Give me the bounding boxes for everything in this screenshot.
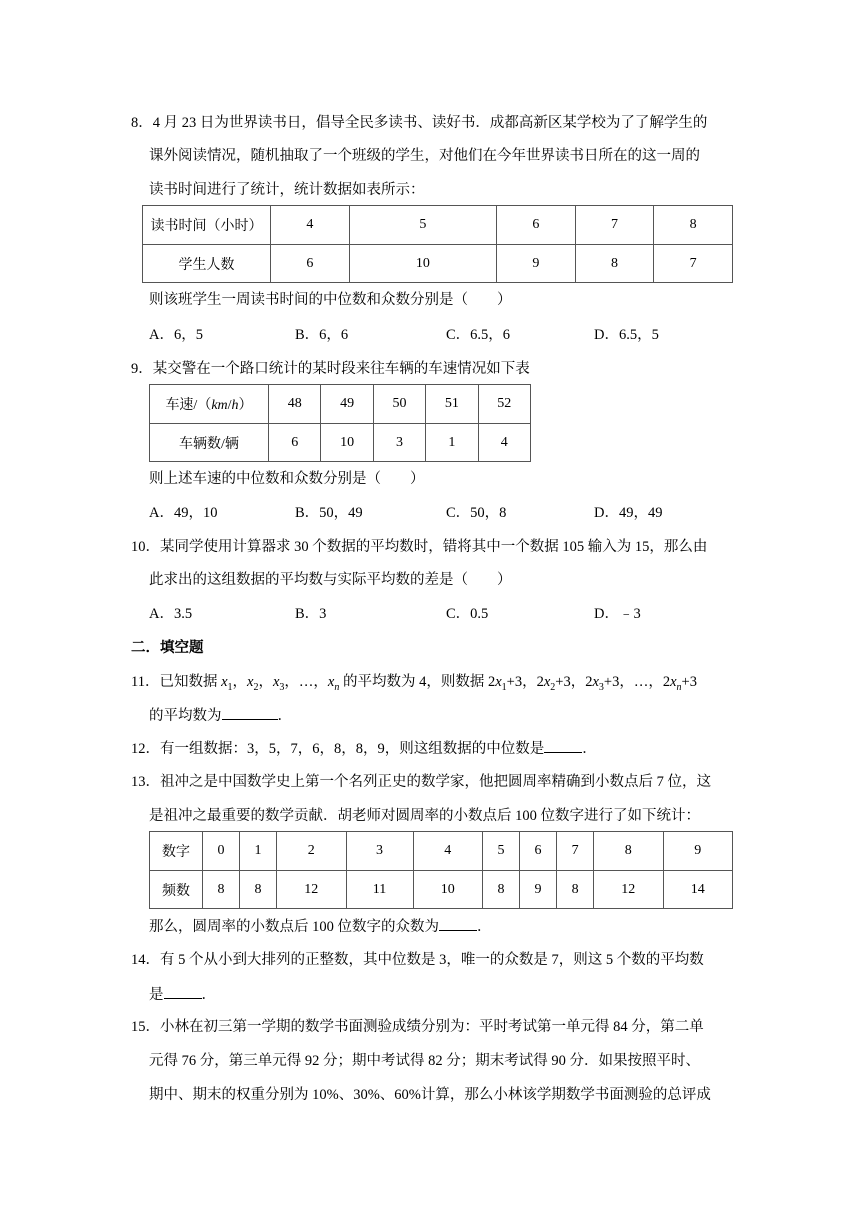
q13-table-cell: 8 xyxy=(594,832,663,871)
q11-end: ． xyxy=(277,708,292,724)
q8-table-cell: 9 xyxy=(497,245,576,283)
q13-table-header-cell: 数字 xyxy=(150,832,203,871)
q9-table-cell: 52 xyxy=(478,385,530,424)
q13-table-cell: 7 xyxy=(557,832,594,871)
q14-end: ． xyxy=(201,987,216,1003)
q8-table-cell: 6 xyxy=(497,206,576,245)
q13-line-2: 是祖冲之最重要的数学贡献．胡老师对圆周率的小数点后 100 位数字进行了如下统计： xyxy=(149,808,700,824)
q13-table-header-cell: 频数 xyxy=(150,871,203,909)
q14-line-1: 14．有 5 个从小到大排列的正整数，其中位数是 3，唯一的众数是 7，则这 5 个数的平均数 xyxy=(131,952,704,968)
q9-option-a[interactable]: A．49，10 xyxy=(149,505,218,521)
q15-line-1: 15．小林在初三第一学期的数学书面测验成绩分别为：平时考试第一单元得 84 分，第二单 xyxy=(131,1019,704,1035)
q8-table xyxy=(142,205,733,283)
q13-table-cell: 3 xyxy=(346,832,413,871)
q13-text: 那么，圆周率的小数点后 100 位数字的众数为 xyxy=(149,919,439,935)
q8-option-c[interactable]: C．6.5，6 xyxy=(446,327,511,343)
q10-line-1: 10．某同学使用计算器求 30 个数据的平均数时，错将其中一个数据 105 输入为 15，那么由 xyxy=(131,539,708,555)
q8-option-a[interactable]: A．6，5 xyxy=(149,327,203,343)
q8-table-cell: 4 xyxy=(271,206,350,245)
q8-table-cell: 5 xyxy=(349,206,496,245)
q9-table-header-cell: 车速/（km/h） xyxy=(150,385,269,424)
q9-table-cell: 3 xyxy=(373,424,425,462)
q8-table-cell: 7 xyxy=(654,245,733,283)
q8-table-cell: 8 xyxy=(575,245,654,283)
q8-table-header-cell: 读书时间（小时） xyxy=(143,206,271,245)
q8-line-3: 读书时间进行了统计，统计数据如表所示： xyxy=(149,182,425,198)
q13-answer-blank[interactable] xyxy=(439,916,477,931)
q14-text: 是 xyxy=(149,987,164,1003)
q13-table-cell: 12 xyxy=(594,871,663,909)
q9-table-cell: 51 xyxy=(426,385,478,424)
q12-text: 12．有一组数据：3，5，7，6，8，8，9，则这组数据的中位数是 xyxy=(131,741,545,757)
q8-table-cell: 8 xyxy=(654,206,733,245)
q12-line xyxy=(131,738,597,759)
q9-table-cell: 50 xyxy=(373,385,425,424)
q13-question xyxy=(149,916,492,937)
q9-table-cell: 6 xyxy=(269,424,321,462)
q8-option-b[interactable]: B．6，6 xyxy=(295,327,349,343)
q9-table-cell: 1 xyxy=(426,424,478,462)
q9-table-cell: 4 xyxy=(478,424,530,462)
q9-table-header-cell: 车辆数/辆 xyxy=(150,424,269,462)
q13-table-cell: 9 xyxy=(520,871,557,909)
q13-table-cell: 8 xyxy=(482,871,519,909)
q10-option-d[interactable]: D．﹣3 xyxy=(594,606,641,622)
q9-line: 9．某交警在一个路口统计的某时段来往车辆的车速情况如下表 xyxy=(131,361,530,377)
q13-table-cell: 8 xyxy=(203,871,240,909)
q8-table-header-cell: 学生人数 xyxy=(143,245,271,283)
q15-line-3: 期中、期末的权重分别为 10%、30%、60%计算，那么小林该学期数学书面测验的总评成 xyxy=(149,1087,711,1103)
q9-table-cell: 48 xyxy=(269,385,321,424)
q8-table-cell: 10 xyxy=(349,245,496,283)
q13-table-cell: 11 xyxy=(346,871,413,909)
q8-table-cell: 7 xyxy=(575,206,654,245)
q10-option-a[interactable]: A．3.5 xyxy=(149,606,193,622)
q11-line-2 xyxy=(149,705,292,726)
q13-table-cell: 9 xyxy=(663,832,732,871)
q13-table-cell: 12 xyxy=(277,871,346,909)
q12-end: ． xyxy=(582,741,597,757)
q13-end: ． xyxy=(477,919,492,935)
q10-line-2: 此求出的这组数据的平均数与实际平均数的差是（ ） xyxy=(149,572,512,588)
q13-table-cell: 6 xyxy=(520,832,557,871)
q14-answer-blank[interactable] xyxy=(164,984,202,999)
q13-table-cell: 1 xyxy=(240,832,277,871)
q9-question: 则上述车速的中位数和众数分别是（ ） xyxy=(149,471,425,487)
q9-option-b[interactable]: B．50，49 xyxy=(295,505,363,521)
q9-table-cell: 49 xyxy=(321,385,373,424)
q9-table xyxy=(149,384,531,462)
q15-line-2: 元得 76 分，第三单元得 92 分；期中考试得 82 分；期末考试得 90 分．如果按照平时、 xyxy=(149,1053,700,1069)
q8-question: 则该班学生一周读书时间的中位数和众数分别是（ ） xyxy=(149,292,512,308)
q11-answer-blank[interactable] xyxy=(222,705,278,720)
q13-table-cell: 8 xyxy=(557,871,594,909)
q13-table-cell: 8 xyxy=(240,871,277,909)
q13-table xyxy=(149,831,733,909)
q13-table-cell: 14 xyxy=(663,871,732,909)
q11-text: 的平均数为 xyxy=(149,708,222,724)
q12-answer-blank[interactable] xyxy=(544,738,582,753)
section-title-fill-in: 二．填空题 xyxy=(131,640,204,656)
q11-prefix: 11．已知数据 xyxy=(131,674,222,690)
q13-table-cell: 4 xyxy=(413,832,482,871)
q13-table-cell: 5 xyxy=(482,832,519,871)
q10-option-b[interactable]: B．3 xyxy=(295,606,327,622)
q9-table-cell: 10 xyxy=(321,424,373,462)
q8-table-cell: 6 xyxy=(271,245,350,283)
q8-option-d[interactable]: D．6.5，5 xyxy=(594,327,659,343)
q13-line-1: 13．祖冲之是中国数学史上第一个名列正史的数学家，他把圆周率精确到小数点后 7 位，这 xyxy=(131,774,711,790)
q10-option-c[interactable]: C．0.5 xyxy=(446,606,489,622)
q14-line-2 xyxy=(149,984,216,1005)
q13-table-cell: 2 xyxy=(277,832,346,871)
q9-option-d[interactable]: D．49，49 xyxy=(594,505,663,521)
q13-table-cell: 0 xyxy=(203,832,240,871)
q8-line-1: 8．4 月 23 日为世界读书日，倡导全民多读书、读好书．成都高新区某学校为了了解学生的 xyxy=(131,115,708,131)
q11-line-1: 11．已知数据 $x_1$，$x_2$，$x_3$，…，$x_n$ 的平均数为 4，则数据 $2x_1+3$，$2x_2+3$，$2x_3+3$，…，$2x_n+3$ xyxy=(131,674,697,693)
q9-option-c[interactable]: C．50，8 xyxy=(446,505,507,521)
q11-mid: 的平均数为 4，则数据 xyxy=(339,674,488,690)
q13-table-cell: 10 xyxy=(413,871,482,909)
q8-line-2: 课外阅读情况，随机抽取了一个班级的学生，对他们在今年世界读书日所在的这一周的 xyxy=(149,148,700,164)
